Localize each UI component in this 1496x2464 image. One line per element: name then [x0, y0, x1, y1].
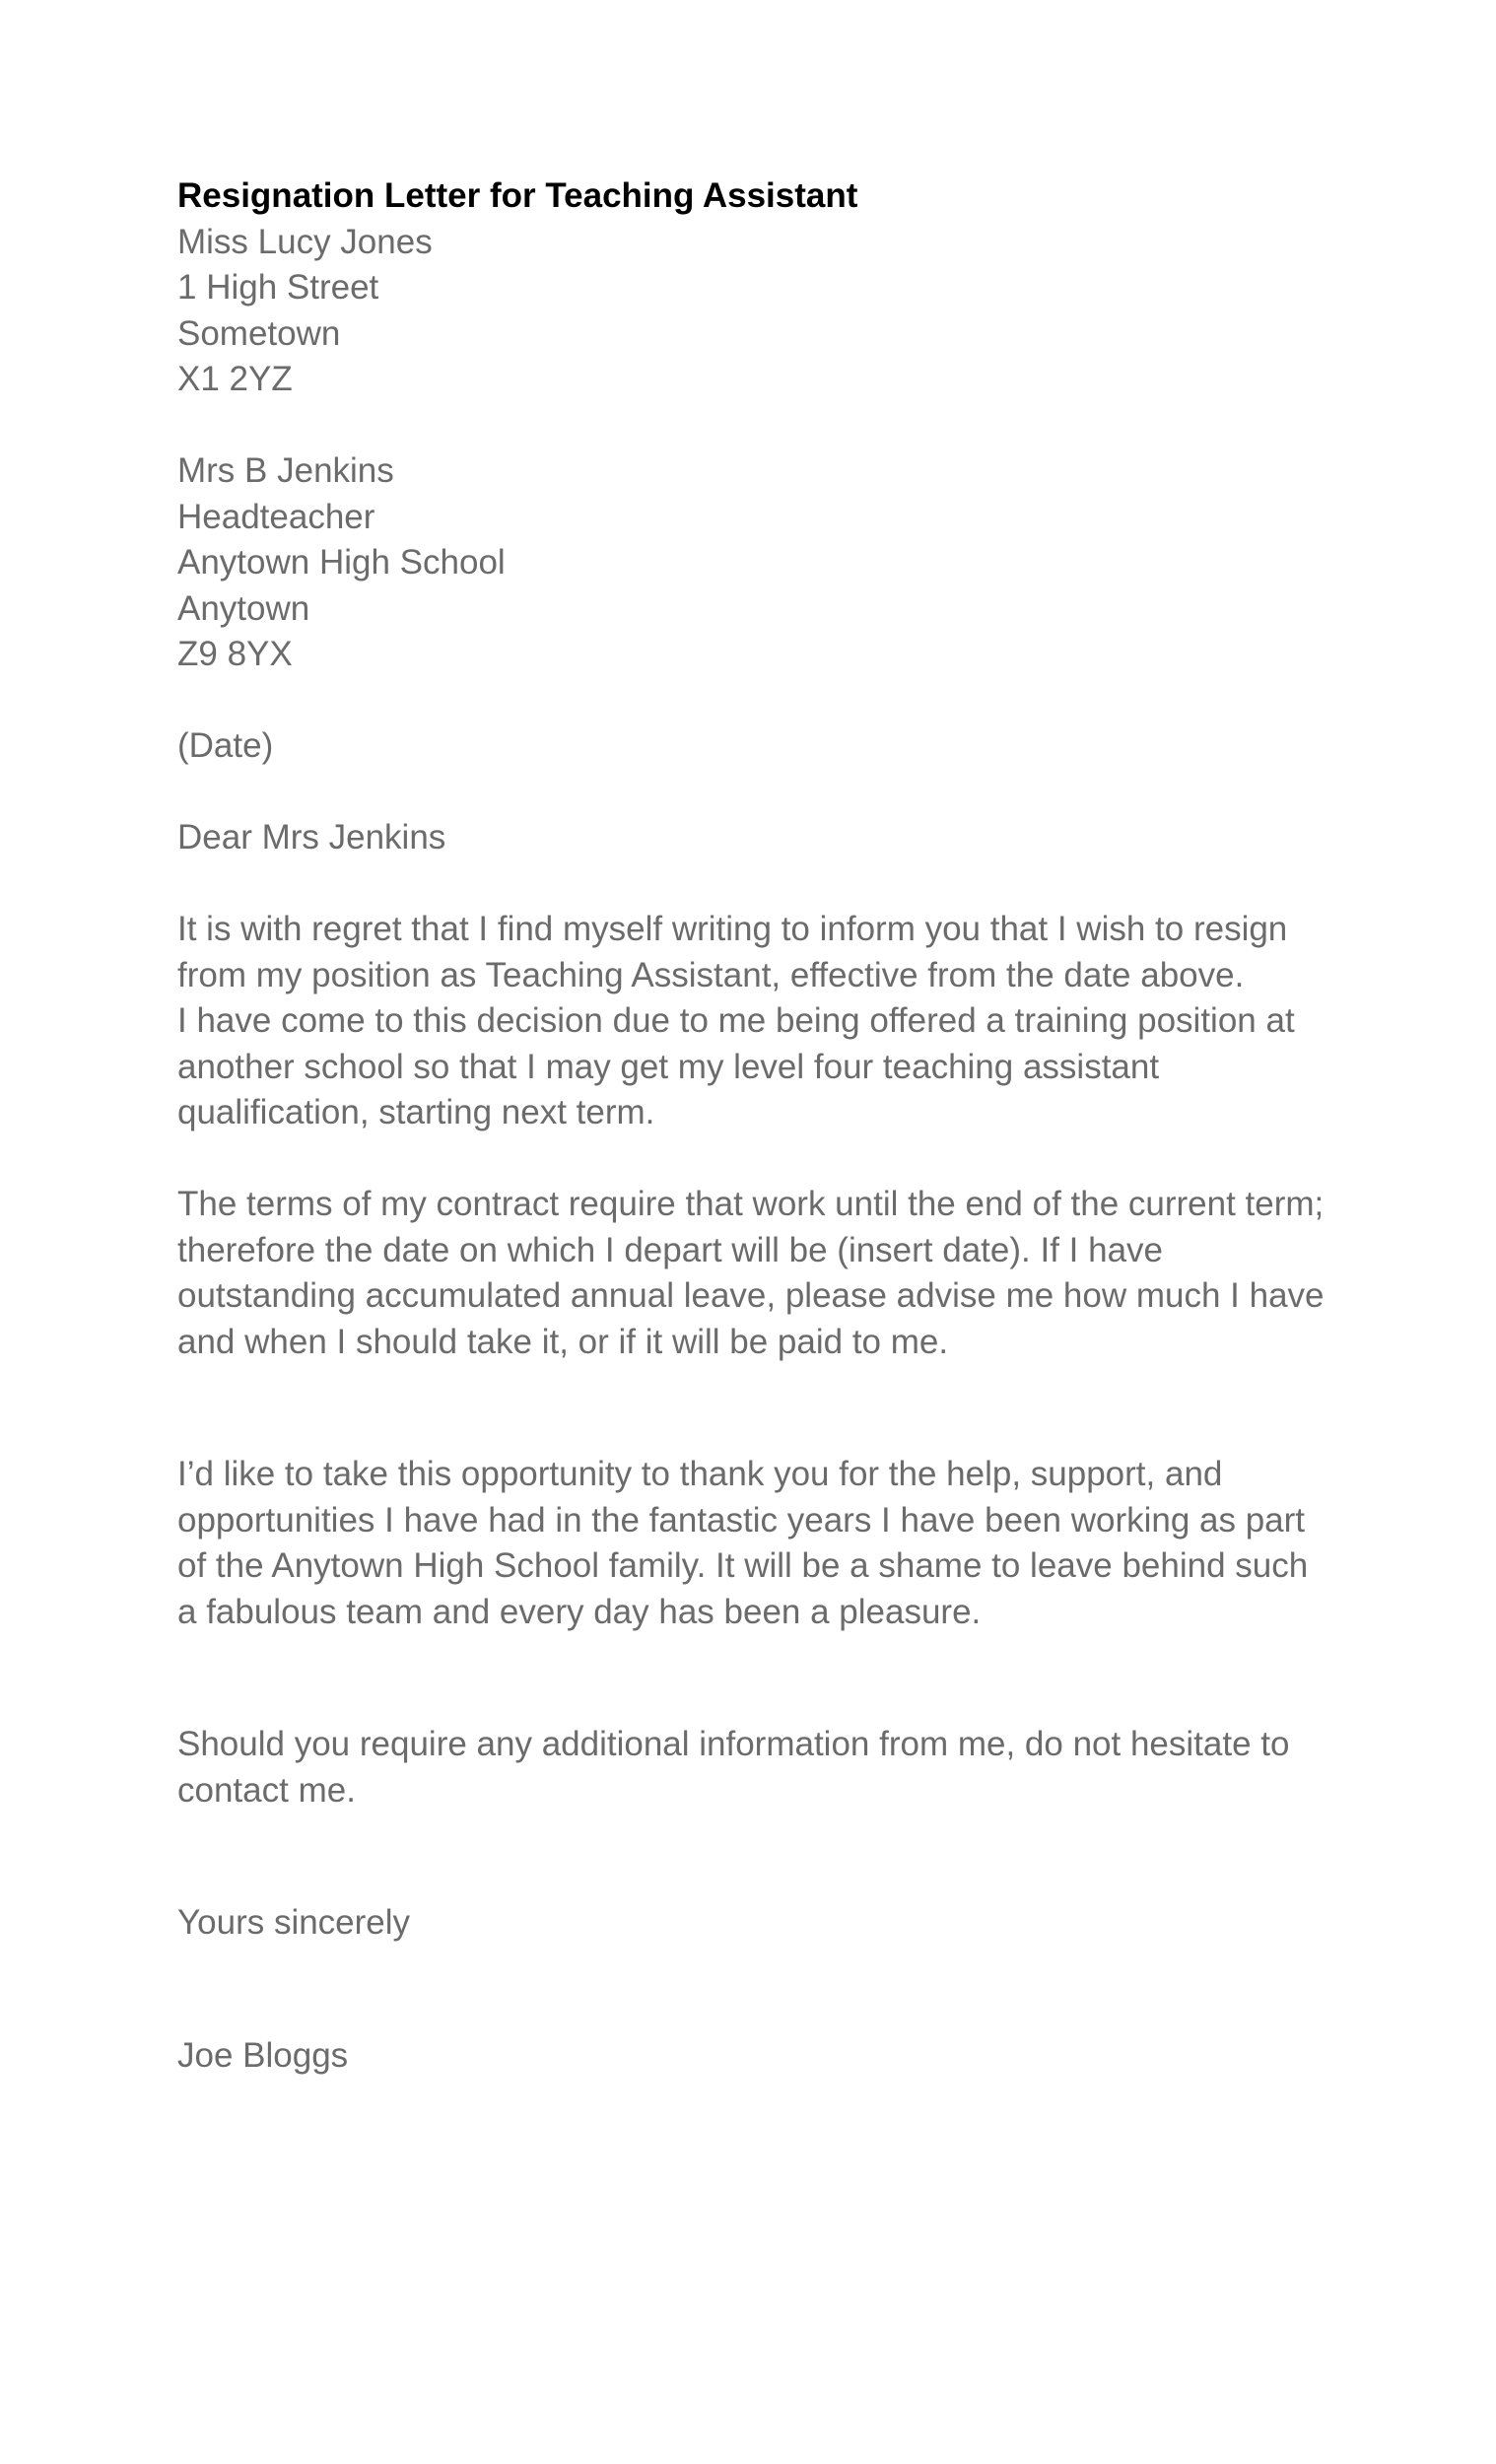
sender-postcode: X1 2YZ	[177, 360, 293, 398]
sender-name: Miss Lucy Jones	[177, 222, 433, 261]
letter-page	[177, 173, 1360, 2079]
paragraph-line: and when I should take it, or if it will be paid to me.	[177, 1322, 949, 1361]
recipient-address	[177, 448, 1360, 678]
paragraph-line: from my position as Teaching Assistant, effective from the date above.	[177, 955, 1245, 994]
paragraph-2	[177, 1182, 1360, 1365]
recipient-role: Headteacher	[177, 497, 375, 536]
sender-address	[177, 220, 1360, 403]
salutation: Dear Mrs Jenkins	[177, 818, 446, 856]
paragraph-line: I have come to this decision due to me being offered a training position at	[177, 1001, 1295, 1040]
paragraph-line: Should you require any additional information from me, do not hesitate to	[177, 1725, 1290, 1763]
closing: Yours sincerely	[177, 1903, 411, 1942]
spacer	[177, 1136, 1360, 1183]
paragraph-line: of the Anytown High School family. It will be a shame to leave behind such	[177, 1546, 1309, 1585]
paragraph-line: outstanding accumulated annual leave, please advise me how much I have	[177, 1276, 1325, 1315]
spacer	[177, 770, 1360, 816]
recipient-name: Mrs B Jenkins	[177, 451, 394, 490]
recipient-town: Anytown	[177, 588, 310, 628]
spacer	[177, 403, 1360, 449]
paragraph-line: another school so that I may get my level four teaching assistant	[177, 1047, 1160, 1086]
paragraph-4	[177, 1722, 1360, 1814]
spacer	[177, 1947, 1360, 2033]
paragraph-line: contact me.	[177, 1770, 356, 1810]
recipient-school: Anytown High School	[177, 543, 506, 582]
sender-street: 1 High Street	[177, 268, 379, 307]
spacer	[177, 861, 1360, 908]
paragraph-line: It is with regret that I find myself writing to inform you that I wish to resign	[177, 910, 1288, 948]
spacer	[177, 1814, 1360, 1900]
paragraph-line: therefore the date on which I depart will be (insert date). If I have	[177, 1230, 1163, 1269]
paragraph-line: opportunities I have had in the fantastic years I have been working as part	[177, 1500, 1306, 1540]
paragraph-line: The terms of my contract require that work until the end of the current term;	[177, 1185, 1325, 1223]
spacer	[177, 1635, 1360, 1722]
recipient-postcode: Z9 8YX	[177, 635, 293, 673]
spacer	[177, 1365, 1360, 1452]
signature: Joe Bloggs	[177, 2035, 349, 2075]
paragraph-3	[177, 1452, 1360, 1635]
spacer	[177, 678, 1360, 724]
paragraph-line: a fabulous team and every day has been a pleasure.	[177, 1592, 982, 1631]
letter-title: Resignation Letter for Teaching Assistant	[177, 176, 858, 215]
paragraph-line: I’d like to take this opportunity to thank you for the help, support, and	[177, 1455, 1223, 1493]
paragraph-1	[177, 907, 1360, 1136]
letter-date: (Date)	[177, 726, 274, 765]
paragraph-line: qualification, starting next term.	[177, 1093, 655, 1131]
sender-town: Sometown	[177, 313, 341, 353]
